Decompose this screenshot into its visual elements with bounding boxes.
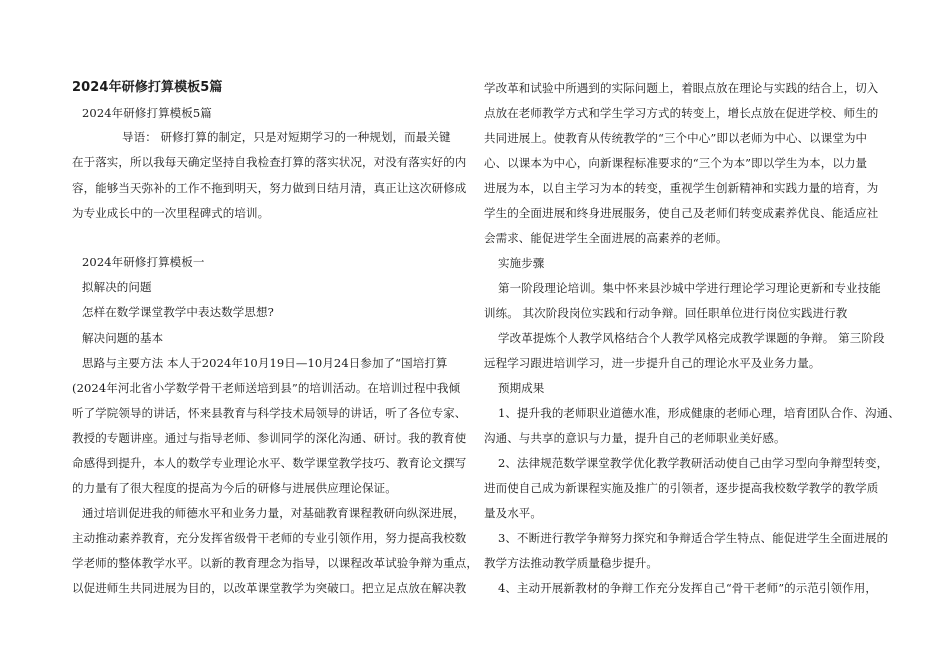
section-heading: 2024年研修打算模板一 — [82, 255, 205, 269]
list-item: 4、主动开展新教材的争辩工作充分发挥自己“骨干老师”的示范引领作用， — [498, 581, 877, 595]
paragraph-line: 学生的全面进展和终身进展服务，使自己及老师们转变成素养优良、能适应社 — [484, 206, 879, 220]
paragraph-line: 进展为本，以自主学习为本的转变，重视学生创新精神和实践力量的培育，为 — [484, 181, 879, 195]
paragraph-line: 远程学习跟进培训学习，进一步提升自己的理论水平及业务力量。 — [484, 356, 821, 370]
paragraph-line: 学老师的整体教学水平。以新的教育理念为指导，以课程改革试验争辩为重点， — [72, 556, 478, 570]
paragraph-line: 命感得到提升，本人的数学专业理论水平、数学课堂教学技巧、教育论文撰写 — [72, 456, 467, 470]
paragraph-line: 教授的专题讲座。通过与指导老师、参训同学的深化沟通、研讨。我的教育使 — [72, 431, 467, 445]
paragraph-line: 会需求、能促进学生全面进展的高素养的老师。 — [484, 231, 728, 245]
list-item: 2、法律规范数学课堂教学优化教学教研活动使自己由学习型向争辩型转变， — [498, 456, 889, 470]
intro-line: 为专业成长中的一次里程碑式的培训。 — [72, 206, 270, 220]
paragraph-line: 点放在老师教学方式和学生学习方式的转变上，增长点放在促进学校、师生的 — [484, 106, 879, 120]
intro-line: 容，能够当天弥补的工作不拖到明天，努力做到日结月清，真正让这次研修成 — [72, 181, 467, 195]
paragraph-line: 通过培训促进我的师德水平和业务力量，对基础教育课程教研向纵深进展， — [82, 506, 465, 520]
paragraph-line: 第一阶段理论培训。集中怀来县沙城中学进行理论学习理论更新和专业技能 — [498, 281, 881, 295]
paragraph-line: 学改革和试验中所遇到的实际问题上，着眼点放在理论与实践的结合上，切入 — [484, 81, 879, 95]
paragraph-line: 思路与主要方法 本人于2024年10月19日—10月24日参加了“国培打算 — [82, 356, 448, 370]
list-item-continuation: 教学方法推动教学质量稳步提升。 — [484, 556, 658, 570]
paragraph-line: 主动推动素养教育，充分发挥省级骨干老师的专业引领作用，努力提高我校数 — [72, 531, 467, 545]
paragraph-line: (2024年河北省小学数学骨干老师送培到县”的培训活动。在培训过程中我倾 — [72, 381, 461, 395]
paragraph-line: 的力量有了很大程度的提高为今后的研修与进展供应理论保证。 — [72, 481, 397, 495]
paragraph-line: 听了学院领导的讲话，怀来县教育与科学技术局领导的讲话，听了各位专家、 — [72, 406, 467, 420]
intro-line: 导语： 研修打算的制定，只是对短期学习的一种规划，而最关键 — [122, 130, 451, 144]
section-heading: 拟解决的问题 — [82, 280, 152, 294]
intro-line: 在于落实，所以我每天确定坚持自我检查打算的落实状况，对没有落实好的内 — [72, 155, 467, 169]
paragraph-line: 共同进展上。使教育从传统教学的“三个中心”即以老师为中心、以课堂为中 — [484, 131, 868, 145]
section-heading: 预期成果 — [498, 381, 545, 395]
paragraph-line: 训练。 其次阶段岗位实践和行动争辩。回任职单位进行岗位实践进行教 — [484, 306, 848, 320]
list-item-continuation: 沟通、与共享的意识与力量，提升自己的老师职业美好感。 — [484, 431, 786, 445]
paragraph-line: 学改革提炼个人教学风格结合个人教学风格完成教学课题的争辩。 第三阶段 — [498, 331, 885, 345]
paragraph-line: 怎样在数学课堂教学中表达数学思想? — [82, 305, 274, 319]
paragraph-line: 心、以课本为中心，向新课程标准要求的“三个为本”即以学生为本，以力量 — [484, 156, 868, 170]
section-heading: 实施步骤 — [498, 256, 545, 270]
list-item: 3、不断进行教学争辩努力探究和争辩适合学生特点、能促进学生全面进展的 — [498, 531, 889, 545]
list-item-continuation: 量及水平。 — [484, 506, 542, 520]
list-item-continuation: 进而使自己成为新课程实施及推广的引领者，逐步提高我校数学教学的教学质 — [484, 481, 879, 495]
paragraph-line: 以促进师生共同进展为目的，以改革课堂教学为突破口。把立足点放在解决教 — [72, 581, 467, 595]
list-item: 1、提升我的老师职业道德水准，形成健康的老师心理，培育团队合作、沟通、 — [498, 406, 900, 420]
document-title: 2024年研修打算模板5篇 — [72, 80, 223, 95]
subtitle-line: 2024年研修打算模板5篇 — [82, 106, 212, 120]
section-heading: 解决问题的基本 — [82, 331, 164, 345]
